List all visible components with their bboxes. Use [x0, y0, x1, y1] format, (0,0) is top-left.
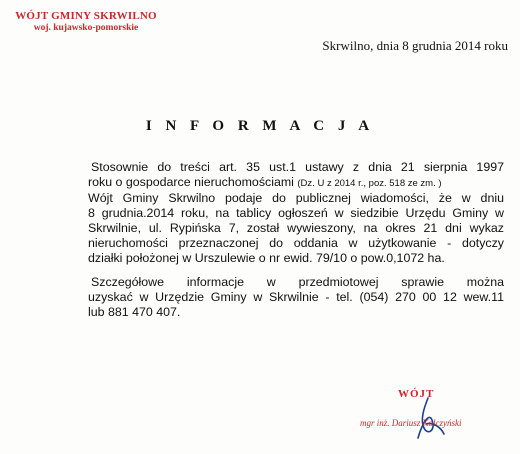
stamp-line-office: WÓJT GMINY SKRWILNO — [15, 10, 157, 22]
text-line: Szczegółowe informacje w przedmiotowej sprawie można — [91, 275, 504, 289]
office-stamp — [6, 10, 166, 34]
document-title: I N F O R M A C J A — [145, 118, 375, 134]
paragraph-contact — [88, 275, 504, 320]
stamp-line-region: woj. kujawsko-pomorskie — [33, 22, 139, 33]
text-line: uzyskać w Urzędzie Gminy w Skrwilnie - tel. (054) 270 00 12 wew.11 — [88, 290, 504, 304]
paragraph-announcement — [88, 191, 504, 266]
legal-reference: (Dz. U z 2014 r., poz. 518 ze zm. ) — [297, 178, 442, 189]
signatory-name: mgr inż. Dariusz Kolczyński — [360, 418, 462, 428]
text-line: Stosownie do treści art. 35 ust.1 ustawy z dnia 21 sierpnia 1997 — [91, 160, 504, 174]
text-line: Skrwilnie, ul. Rypińska 7, został wywieszony, na okres 21 dni wykaz — [88, 221, 504, 235]
text-line: nieruchomości przeznaczonej do oddania w użytkowanie - dotyczy — [88, 236, 504, 250]
text-fragment: roku o gospodarce nieruchomościami — [88, 175, 294, 189]
text-line: Wójt Gminy Skrwilno podaje do publicznej wiadomości, że w dniu — [88, 191, 504, 205]
text-line: działki położonej w Urszulewie o nr ewid. 79/10 o pow.0,1072 ha. — [88, 251, 445, 265]
paragraph-legal-basis — [88, 160, 504, 191]
text-line — [88, 175, 504, 191]
text-line: lub 881 470 407. — [88, 305, 181, 319]
place-and-date: Skrwilno, dnia 8 grudnia 2014 roku — [322, 38, 508, 53]
signature-title: WÓJT — [398, 388, 435, 400]
text-line: 8 grudnia.2014 roku, na tablicy ogłoszeń w siedzibie Urzędu Gminy w — [88, 206, 504, 220]
signature-block — [360, 388, 520, 448]
document-body — [88, 160, 504, 320]
